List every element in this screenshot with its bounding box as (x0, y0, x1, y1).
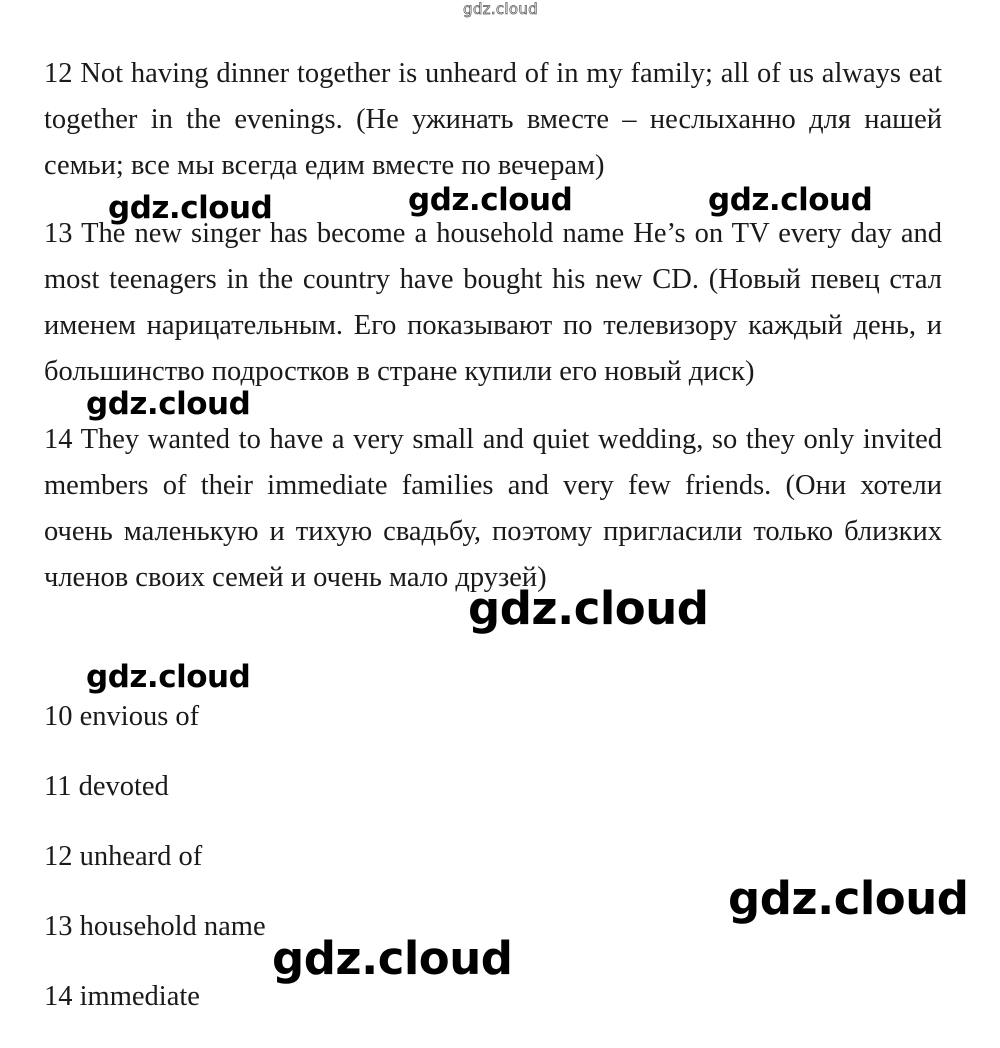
answer-10: 10 envious of (44, 701, 200, 732)
paragraph-13: 13 The new singer has become a household name He’s on TV every day and most teenagers in the country have bought his new CD. (Новый певец стал именем нарицательным. Его показывают по телевизору каждый день, и большинство подростков в стране купили его новый диск) (44, 218, 942, 387)
answer-13: 13 household name (44, 911, 266, 942)
top-watermark: gdz.cloud (463, 0, 539, 18)
watermark: gdz.cloud (86, 386, 251, 422)
paragraph-14: 14 They wanted to have a very small and quiet wedding, so they only invited members of their immediate families and very few friends. (Они хотели очень маленькую и тихую свадьбу, поэтому пригласили только близких членов своих семей и очень мало друзей) (44, 424, 942, 593)
watermark: gdz.cloud (708, 182, 873, 218)
watermark: gdz.cloud (408, 182, 573, 218)
answer-12: 12 unheard of (44, 841, 203, 872)
paragraph-12: 12 Not having dinner together is unheard of in my family; all of us always eat together in the evenings. (Не ужинать вместе – неслыханно для нашей семьи; все мы всегда едим вместе по вечерам) (44, 58, 942, 181)
watermark: gdz.cloud (272, 932, 513, 985)
watermark: gdz.cloud (728, 872, 969, 925)
answer-14: 14 immediate (44, 981, 200, 1012)
answer-11: 11 devoted (44, 771, 169, 802)
watermark: gdz.cloud (468, 582, 709, 635)
watermark: gdz.cloud (86, 659, 251, 695)
watermark: gdz.cloud (108, 190, 273, 226)
